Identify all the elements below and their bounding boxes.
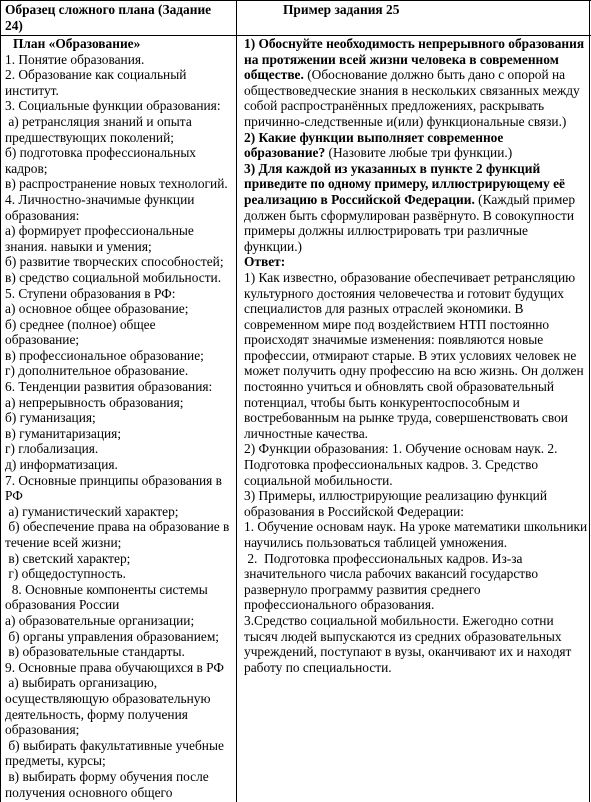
text-run: должен быть сформулирован развёрнуто. В совокупности: [244, 207, 575, 223]
text-run: 3.Средство социальной мобильности. Ежегодно сотни: [244, 612, 554, 628]
header-left-line-1: Образец сложного плана (Задание: [5, 2, 212, 17]
example-line: [244, 566, 589, 582]
plan-line: РФ: [5, 488, 23, 504]
text-run: развернуло программу развития среднего: [244, 581, 481, 597]
bold-text-run: Ответ:: [244, 254, 286, 270]
text-run: современном мире под воздействием НТП постоянно: [244, 316, 550, 332]
bold-text-run: реализацию в Российской Федерации.: [244, 191, 475, 207]
bold-text-run: 3) Для каждой из указанных в пункте 2 функций: [244, 160, 541, 176]
plan-line: образования:: [5, 207, 80, 223]
example-line: [244, 457, 589, 473]
table-border-top: [0, 0, 591, 1]
example-line: [244, 410, 589, 426]
plan-line: а) выбирать организацию,: [5, 675, 158, 691]
example-line: [244, 114, 589, 130]
text-run: функции.): [244, 238, 303, 254]
plan-line: а) основное общее образование;: [5, 301, 189, 317]
plan-line: 4. Личностно-значимые функции: [5, 191, 195, 207]
plan-line: 3. Социальные функции образования:: [5, 98, 221, 114]
example-line: [244, 644, 589, 660]
example-line: [244, 519, 589, 535]
header-left-cell: [5, 2, 233, 33]
plan-line: г) общедоступность.: [5, 566, 126, 582]
example-line: [244, 208, 589, 224]
example-line: [244, 301, 589, 317]
example-line: [244, 504, 589, 520]
plan-line: а) формирует профессиональные: [5, 223, 194, 239]
plan-line: г) глобализация.: [5, 441, 99, 457]
text-run: (Назовите любые три функции.): [325, 145, 513, 161]
plan-line: в) выбирать форму обучения после: [5, 768, 209, 784]
bold-text-run: обществе.: [244, 67, 304, 83]
plan-line: осуществляющую образовательную: [5, 690, 211, 706]
plan-line: д) информатизация.: [5, 457, 118, 473]
bold-text-run: образование?: [244, 145, 326, 161]
example-line: [244, 145, 589, 161]
example-column: [244, 36, 589, 802]
text-run: значительного числа рабочих вакансий государство: [244, 566, 539, 582]
plan-line: б) органы управления образованием;: [5, 628, 220, 644]
example-line: [244, 317, 589, 333]
plan-line: 8. Основные компоненты системы: [5, 581, 208, 597]
example-line: [244, 176, 589, 192]
bold-text-run: 2) Какие функции выполняет современное: [244, 129, 504, 145]
text-run: научились пользоваться таблицей умножения.: [244, 535, 508, 550]
table-border-left: [0, 0, 1, 802]
text-run: 2. Подготовка профессиональных кадров. Из-за: [244, 550, 523, 566]
example-line: [244, 379, 589, 395]
plan-line: в) гуманитаризация;: [5, 425, 122, 441]
plan-line: 2. Образование как социальный: [5, 67, 187, 83]
column-divider: [236, 0, 237, 802]
plan-line: в) распространение новых технологий.: [5, 176, 228, 192]
text-run: специалистов для разных отраслей экономики. В: [244, 301, 524, 317]
plan-line: а) непрерывность образования;: [5, 394, 184, 410]
example-line: [244, 488, 589, 504]
example-line: [244, 363, 589, 379]
plan-line: б) выбирать факультативные учебные: [5, 737, 224, 753]
text-run: профессионального образования.: [244, 597, 435, 613]
example-line: [244, 223, 589, 239]
example-line: [244, 239, 589, 255]
plan-line: течение всей жизни;: [5, 535, 122, 550]
plan-line: в) светский характер;: [5, 550, 131, 566]
example-line: [244, 161, 589, 177]
plan-line: образования России: [5, 597, 120, 613]
example-line: [244, 613, 589, 629]
text-run: образования в Российской Федерации:: [244, 503, 464, 519]
header-right-title: Пример задания 25: [283, 2, 400, 17]
example-line: [244, 192, 589, 208]
text-run: потенциал, чтобы быть конкурентоспособным и: [244, 394, 520, 410]
text-run: (Обоснование должно быть дано с опорой на: [303, 67, 566, 83]
plan-line: а) образовательные организации;: [5, 612, 195, 628]
example-line: [244, 332, 589, 348]
text-run: 1. Обучение основам наук. На уроке математики школьники: [244, 519, 588, 535]
text-run: постоянно учиться и обновлять свой образовательный: [244, 379, 555, 395]
text-run: обществоведческие знания в нескольких связанных между: [244, 82, 580, 98]
text-run: 1) Как известно, образование обеспечивает ретрансляцию: [244, 269, 576, 285]
text-run: работу по специальности.: [244, 659, 392, 675]
header-right-cell: [283, 2, 583, 18]
plan-title: План «Образование»: [13, 36, 141, 51]
example-line: [244, 98, 589, 114]
text-run: 2) Функции образования: 1. Обучение основам наук. 2.: [244, 441, 558, 457]
text-run: учреждений, поступают в вузы, оканчивают их и находят: [244, 644, 572, 660]
text-run: (Каждый пример: [474, 191, 576, 207]
example-line: [244, 473, 589, 489]
text-run: тысяч людей выпускаются из средних образовательных: [244, 628, 562, 644]
example-line: [244, 130, 589, 146]
text-run: 3) Примеры, иллюстрирующие реализацию функций: [244, 488, 548, 504]
example-line: [244, 348, 589, 364]
plan-line: а) ретрансляция знаний и опыта: [5, 113, 192, 129]
example-line: [244, 270, 589, 286]
example-line: [244, 395, 589, 411]
bold-text-run: 1) Обоснуйте необходимость непрерывного образования: [244, 36, 585, 51]
text-run: происходят значимые изменения: появляются новые: [244, 332, 544, 348]
text-run: личностные качества.: [244, 425, 368, 441]
text-run: может получить одну профессию на всю жизнь. Он должен: [244, 363, 584, 379]
plan-line: 7. Основные принципы образования в: [5, 472, 222, 488]
text-run: причинно-следственные и(или) функциональные связи.): [244, 113, 567, 129]
plan-line: деятельность, форму получения: [5, 706, 188, 722]
text-run: примеры должны иллюстрировать три различные: [244, 223, 528, 239]
header-left-line-2: 24): [5, 17, 23, 33]
example-line: [244, 660, 589, 676]
bold-text-run: на протяжении всей жизни человека в современном: [244, 51, 559, 67]
plan-line: 9. Основные права обучающихся в РФ: [5, 659, 224, 675]
plan-line: б) подготовка профессиональных: [5, 145, 197, 161]
example-line: [244, 67, 589, 83]
text-run: востребованным на рынке труда, совершенствовать свои: [244, 410, 568, 426]
plan-line: предметы, курсы;: [5, 753, 106, 769]
table-border-right: [589, 0, 590, 802]
example-line: [244, 286, 589, 302]
example-line: [244, 83, 589, 99]
text-run: Подготовка профессиональных кадров. 3. Средство: [244, 457, 539, 473]
plan-line: в) образовательные стандарты.: [5, 644, 185, 660]
text-run: собой распространённых предложениях, раскрывать: [244, 98, 545, 114]
plan-line: знания. навыки и умения;: [5, 238, 152, 254]
example-line: [244, 441, 589, 457]
plan-line: б) обеспечение права на образование в: [5, 519, 230, 535]
plan-line: институт.: [5, 82, 59, 98]
example-line: [244, 254, 589, 270]
plan-line: г) дополнительное образование.: [5, 363, 189, 379]
example-line: [244, 426, 589, 442]
bold-text-run: приведите по одному примеру, иллюстрирующему её: [244, 176, 565, 192]
plan-line: а) гуманистический характер;: [5, 503, 179, 519]
plan-line: в) средство социальной мобильности.: [5, 269, 222, 285]
example-line: [244, 52, 589, 68]
plan-line: предшествующих поколений;: [5, 129, 174, 145]
plan-line: б) развитие творческих способностей;: [5, 254, 224, 270]
plan-line: 5. Ступени образования в РФ:: [5, 285, 176, 301]
plan-line: 6. Тенденции развития образования:: [5, 379, 213, 395]
plan-line: образования;: [5, 722, 80, 738]
plan-column: [5, 36, 235, 802]
text-run: социальной мобильности.: [244, 472, 393, 488]
plan-line: кадров;: [5, 160, 48, 176]
example-line: [244, 582, 589, 598]
text-run: культурного достояния человечества и готовит будущих: [244, 285, 564, 301]
example-text: [244, 36, 589, 675]
example-line: [244, 551, 589, 567]
example-line: [244, 629, 589, 645]
plan-line: б) среднее (полное) общее: [5, 316, 156, 332]
example-line: [244, 36, 589, 52]
plan-line: получения основного общего: [5, 784, 173, 800]
plan-items: [5, 52, 235, 801]
plan-line: в) профессиональное образование;: [5, 347, 204, 363]
example-line: [244, 597, 589, 613]
example-line: [244, 535, 589, 551]
plan-line: б) гуманизация;: [5, 410, 96, 426]
plan-line: 1. Понятие образования.: [5, 51, 145, 67]
text-run: профессии, отмирают старые. В этих условиях человек не: [244, 347, 577, 363]
plan-line: образование;: [5, 332, 80, 348]
